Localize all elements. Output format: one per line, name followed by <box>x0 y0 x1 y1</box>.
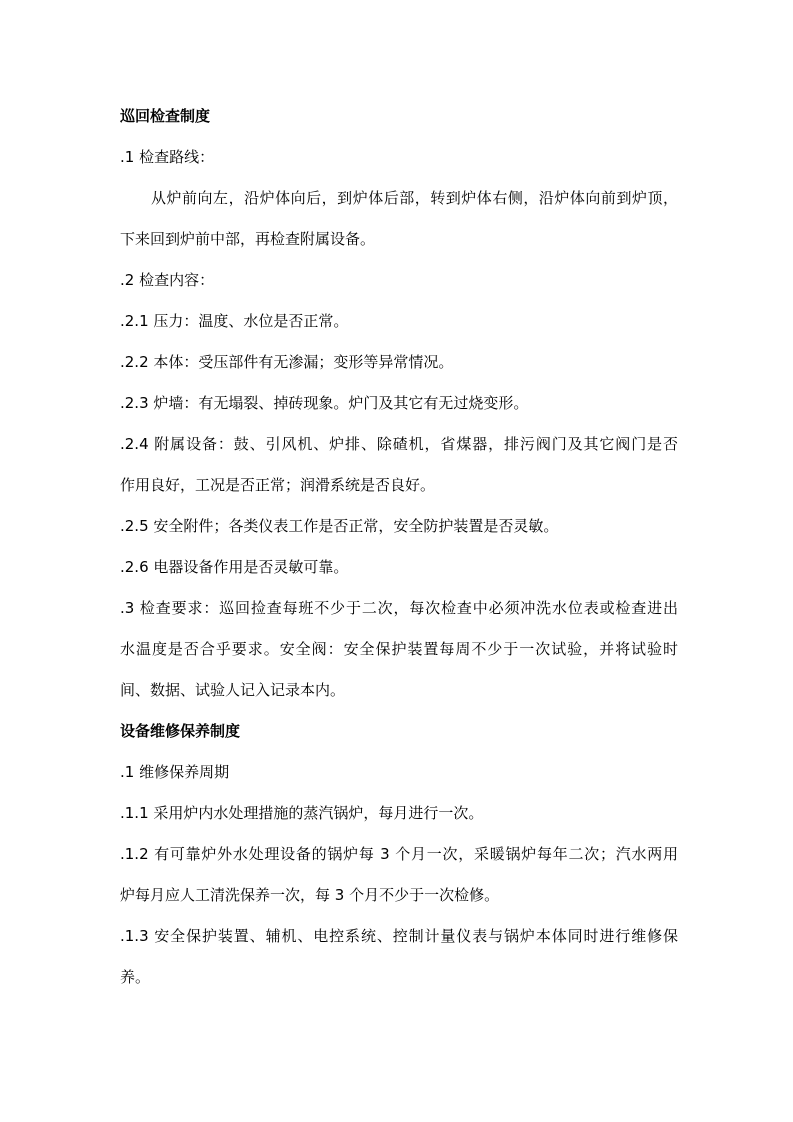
paragraph-line: 水温度是否合乎要求。安全阀：安全保护装置每周不少于一次试验，并将试验时 <box>120 640 678 658</box>
paragraph-line: 养。 <box>120 968 151 986</box>
paragraph-line: .1 维修保养周期 <box>120 763 230 781</box>
section-heading-inspection: 巡回检查制度 <box>120 107 211 125</box>
paragraph-line: .2.3 炉墙：有无塌裂、掉砖现象。炉门及其它有无过烧变形。 <box>120 394 529 412</box>
paragraph-line: 下来回到炉前中部，再检查附属设备。 <box>120 230 376 248</box>
paragraph-line: .1.2 有可靠炉外水处理设备的锅炉每 3 个月一次，采暖锅炉每年二次；汽水两用 <box>120 845 678 863</box>
paragraph-line: .2.5 安全附件；各类仪表工作是否正常，安全防护装置是否灵敏。 <box>120 517 559 535</box>
paragraph-line: .1 检查路线： <box>120 148 215 166</box>
paragraph-line: .2 检查内容： <box>120 271 215 289</box>
paragraph-line: .2.2 本体：受压部件有无渗漏；变形等异常情况。 <box>120 353 454 371</box>
paragraph-line: 作用良好，工况是否正常；润滑系统是否良好。 <box>120 476 436 494</box>
paragraph-line: 从炉前向左，沿炉体向后，到炉体后部，转到炉体右侧，沿炉体向前到炉顶， <box>151 189 678 207</box>
paragraph-line: 间、数据、试验人记入记录本内。 <box>120 681 346 699</box>
paragraph-line: .1.3 安全保护装置、辅机、电控系统、控制计量仪表与锅炉本体同时进行维修保 <box>120 927 678 945</box>
paragraph-line: 炉每月应人工清洗保养一次，每 3 个月不少于一次检修。 <box>120 886 500 904</box>
paragraph-line: .2.4 附属设备：鼓、引风机、炉排、除碴机，省煤器，排污阀门及其它阀门是否 <box>120 435 678 453</box>
paragraph-line: .3 检查要求：巡回捡查每班不少于二次，每次检查中必须冲洗水位表或检查进出 <box>120 599 678 617</box>
paragraph-line: .2.1 压力：温度、水位是否正常。 <box>120 312 349 330</box>
paragraph-line: .1.1 采用炉内水处理措施的蒸汽锅炉，每月进行一次。 <box>120 804 484 822</box>
document-page <box>120 96 678 998</box>
paragraph-line: .2.6 电器设备作用是否灵敏可靠。 <box>120 558 349 576</box>
section-heading-maintenance: 设备维修保养制度 <box>120 722 241 740</box>
